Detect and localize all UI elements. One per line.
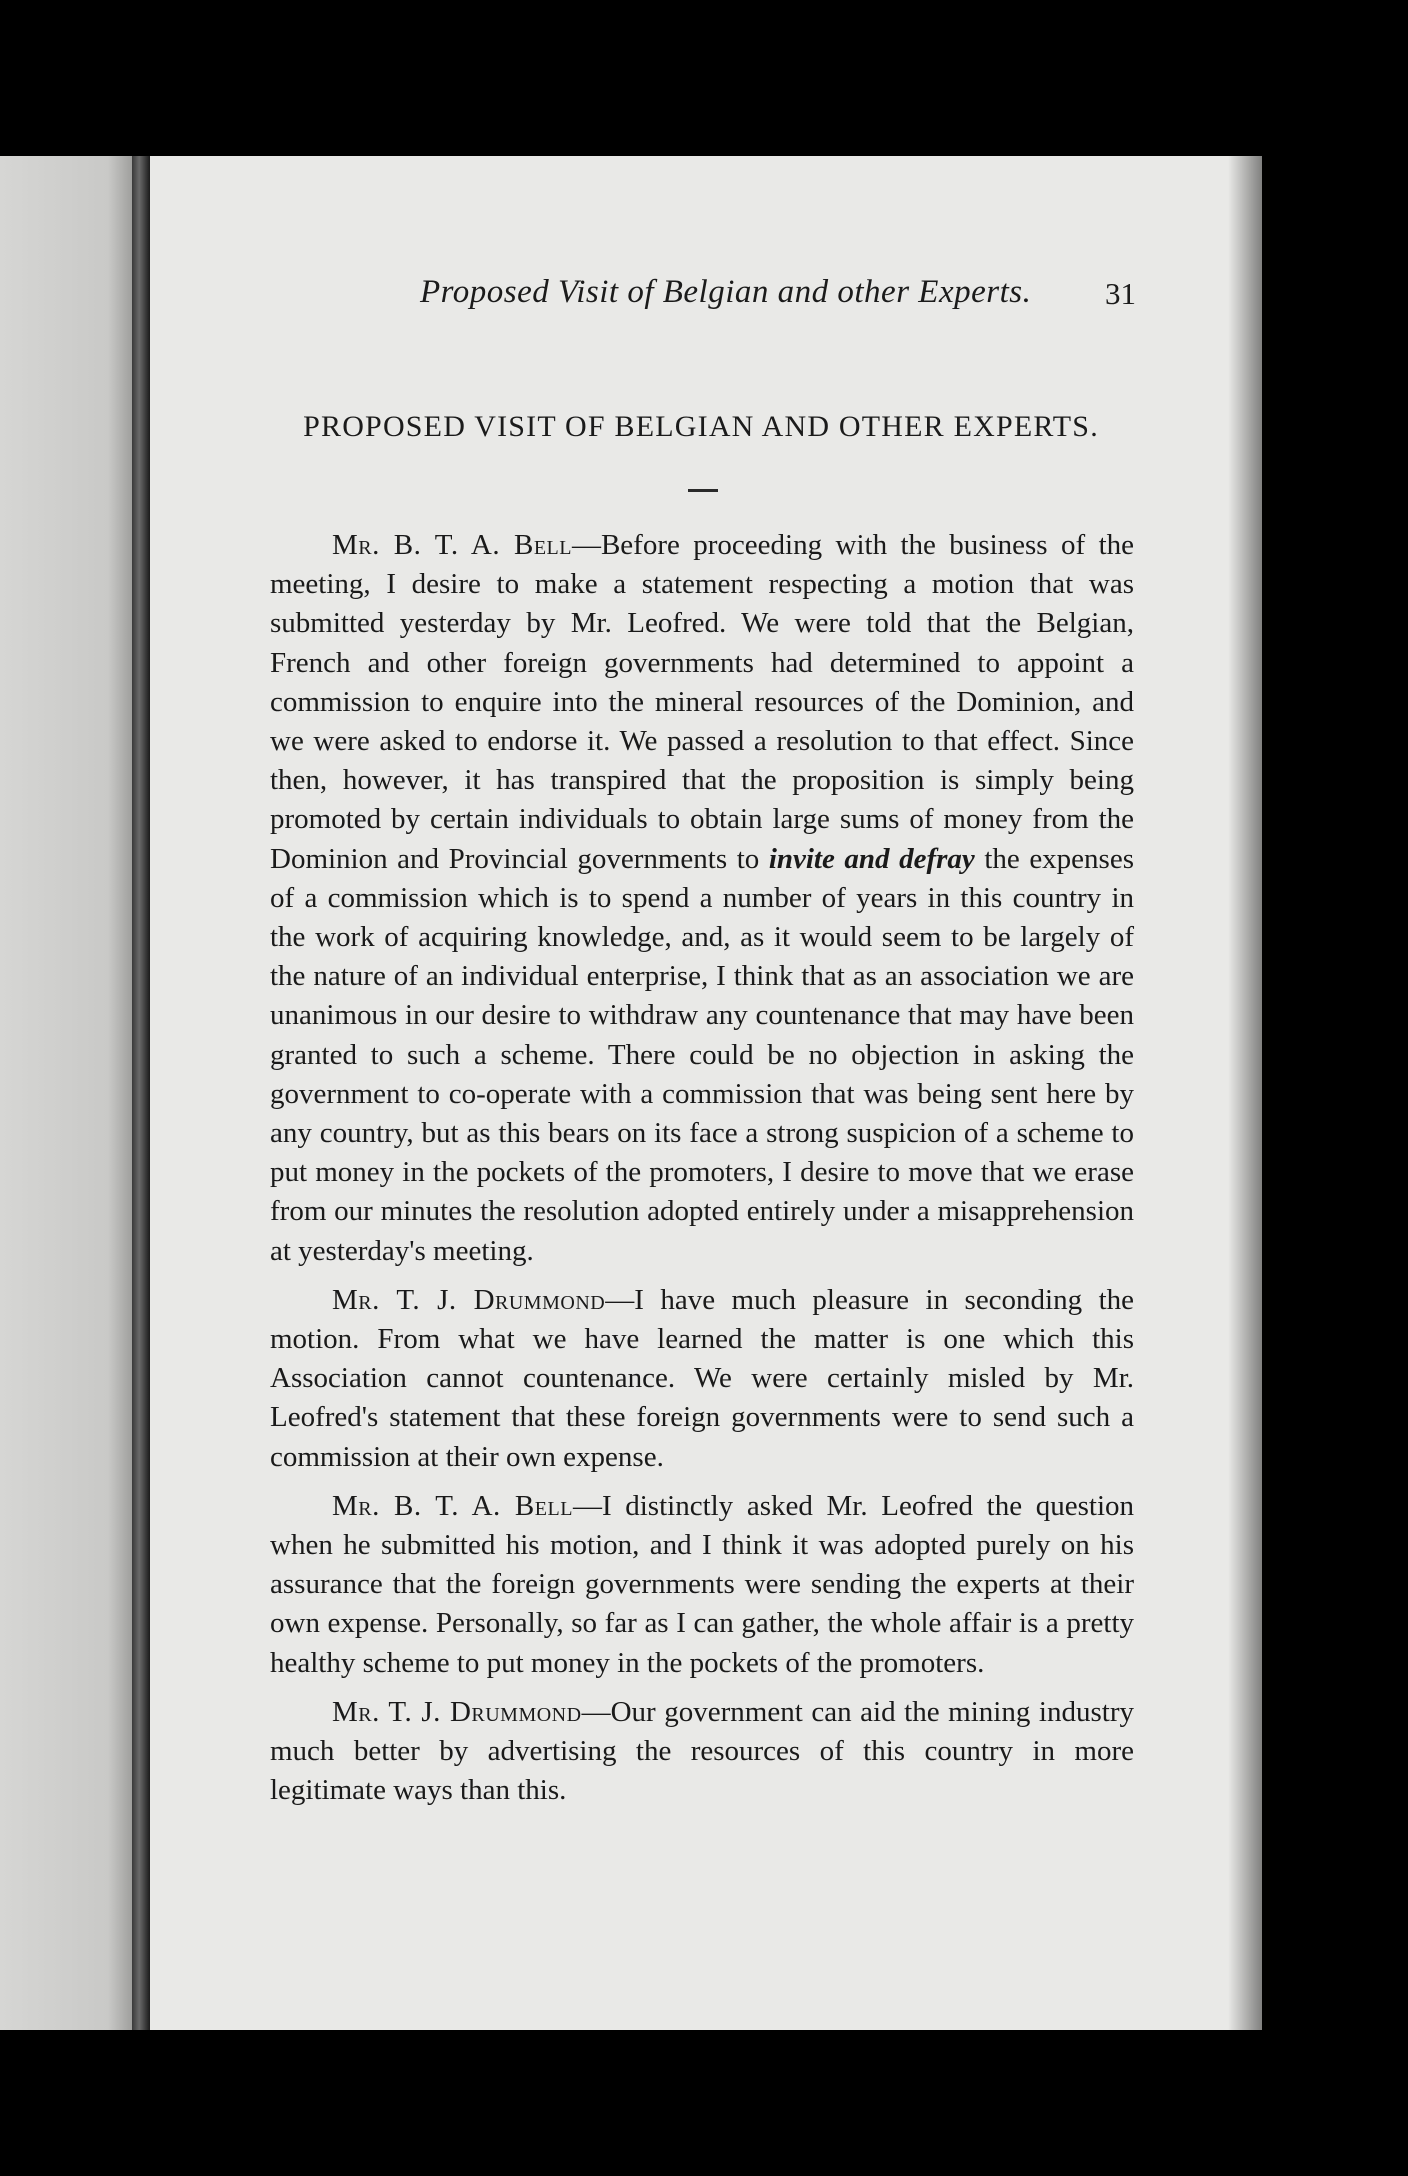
- book-gutter: [132, 156, 150, 2030]
- page-header: [420, 274, 1136, 324]
- paragraph-text: the expenses of a commission which is to spend a number of years in this country in the work of acquiring knowledge, and, as it would seem to be largely of the nature of an individual enterprise, I think that as an association we are unanimous in our desire to withdraw any countenance that may have been granted to such a scheme. There could be no objection in asking the government to co-operate with a commission that was being sent here by any country, but as this bears on its face a strong suspicion of a scheme to put money in the pockets of the promoters, I desire to move that we erase from our minutes the resolution adopted entirely under a misapprehension at yesterday's meeting.: [270, 842, 1135, 1267]
- paragraph: [270, 526, 1134, 1271]
- speaker-name: Mr. B. T. A. Bell: [332, 529, 572, 561]
- running-head: Proposed Visit of Belgian and other Experts.: [420, 274, 1032, 310]
- paragraph-text: —I have much pleasure in seconding the motion. From what we have learned the matter is one which this Association cannot countenance. We were certainly misled by Mr. Leofred's statement that these foreign governments were to send such a commission at their own expense.: [270, 1283, 1135, 1473]
- page-number: 31: [1105, 276, 1136, 311]
- speaker-name: Mr. T. J. Drummond: [332, 1695, 582, 1728]
- previous-page-edge: [0, 156, 135, 2030]
- speaker-name: Mr. T. J. Drummond: [332, 1283, 606, 1316]
- paragraph: [270, 1281, 1134, 1477]
- section-title: PROPOSED VISIT OF BELGIAN AND OTHER EXPERTS.: [303, 410, 1099, 443]
- speaker-name: Mr. B. T. A. Bell: [332, 1489, 573, 1522]
- paragraph-text: —Before proceeding with the business of the meeting, I desire to make a statement respecting a motion that was submitted yesterday by Mr. Leofred. We were told that the Belgian, French and other foreign governments had determined to appoint a commission to enquire into the mineral resources of the Dominion, and we were asked to endorse it. We passed a resolution to that effect. Since then, however, it has transpired that the proposition is simply being promoted by certain individuals to obtain large sums of money from the Dominion and Provincial governments to: [270, 529, 1134, 875]
- paragraph: [270, 1693, 1134, 1811]
- emphasized-text: invite and defray: [768, 842, 975, 875]
- title-rule: [688, 489, 718, 492]
- paragraph: [270, 1487, 1134, 1683]
- page-edge-shadow: [1228, 156, 1262, 2030]
- paragraph-text: —Our government can aid the mining industry much better by advertising the resources of this country in more legitimate ways than this.: [270, 1695, 1134, 1807]
- paragraph-text: —I distinctly asked Mr. Leofred the question when he submitted his motion, and I think it was adopted purely on his assurance that the foreign governments were sending the experts at their own expense. Personally, so far as I can gather, the whole affair is a pretty healthy scheme to put money in the pockets of the promoters.: [270, 1489, 1135, 1679]
- body-text: [270, 526, 1134, 1821]
- book-page: [0, 156, 1262, 2030]
